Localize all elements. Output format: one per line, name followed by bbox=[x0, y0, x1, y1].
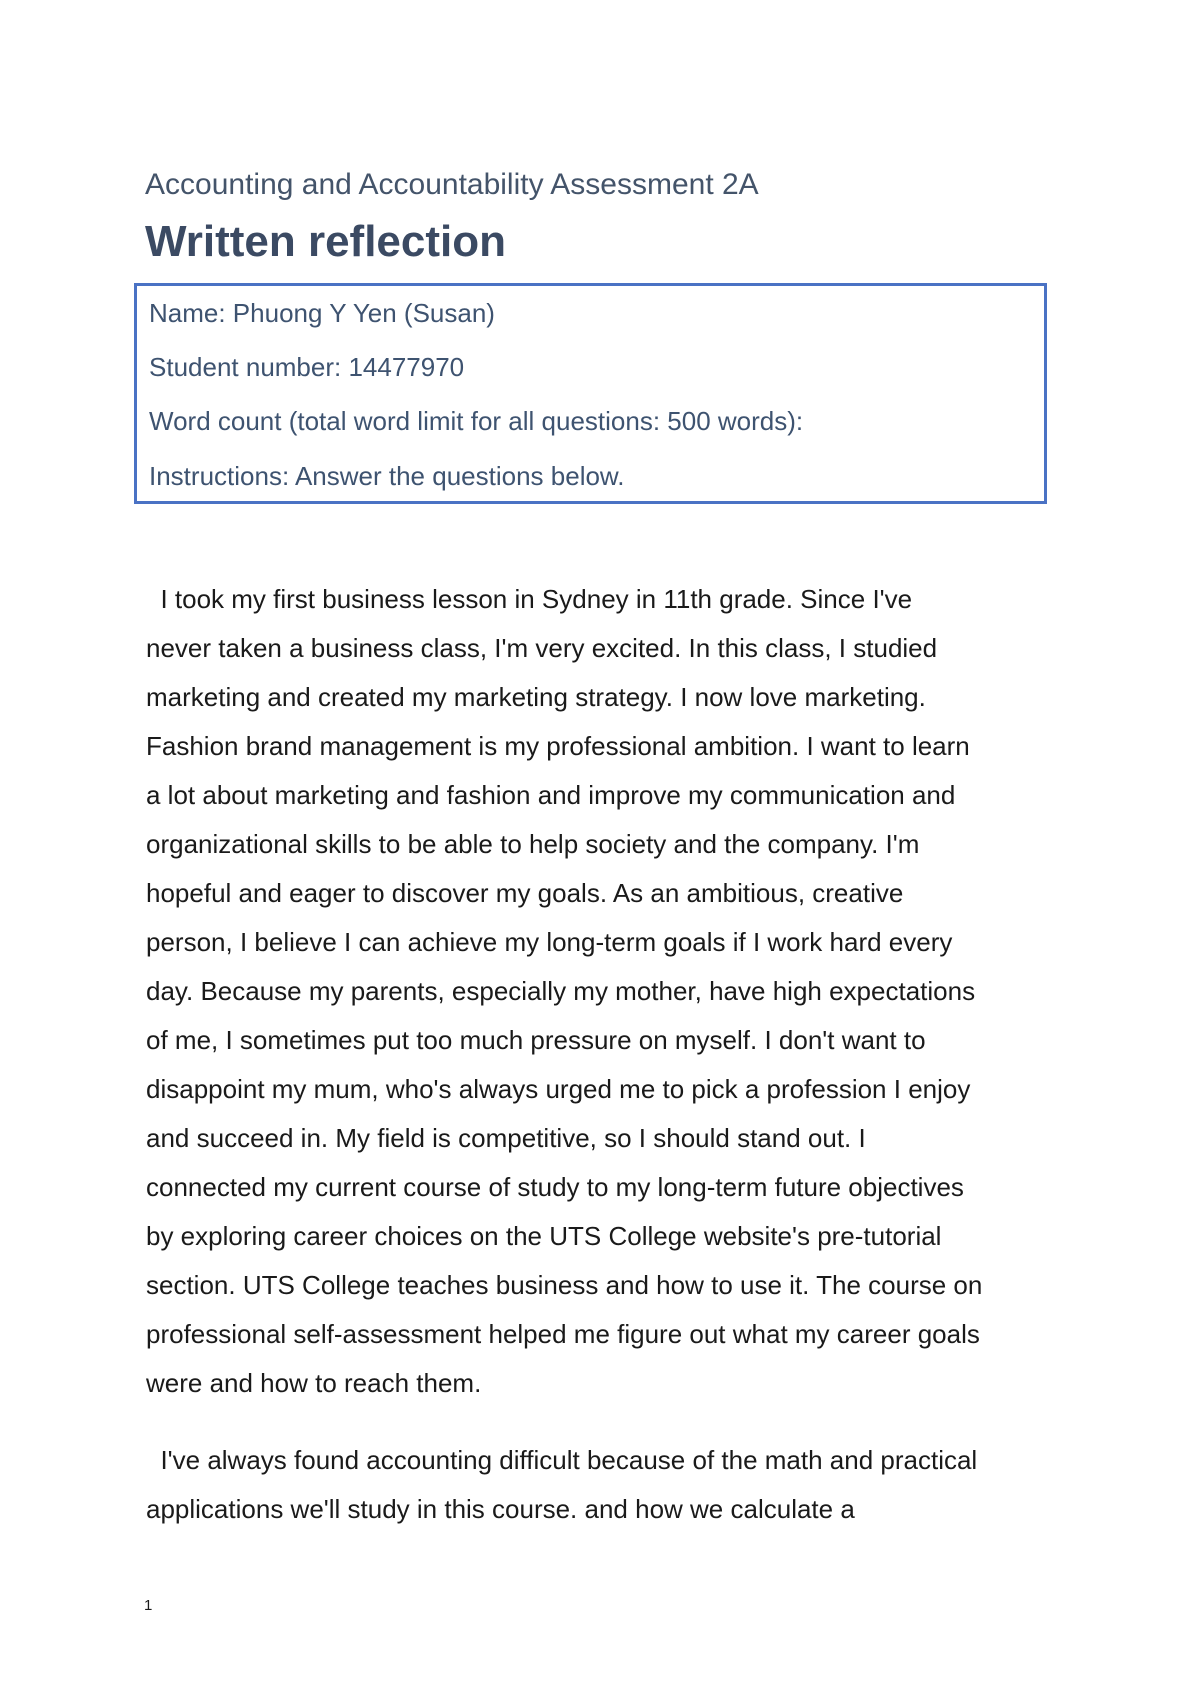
word-count: Word count (total word limit for all questions: 500 words): bbox=[149, 406, 804, 436]
paragraph-line: day. Because my parents, especially my mother, have high expectations bbox=[146, 976, 976, 1006]
paragraph-line: were and how to reach them. bbox=[146, 1368, 482, 1398]
paragraph-line: and succeed in. My field is competitive, so I should stand out. I bbox=[146, 1123, 866, 1153]
paragraph-line: disappoint my mum, who's always urged me to pick a profession I enjoy bbox=[146, 1074, 971, 1104]
student-number: Student number: 14477970 bbox=[149, 352, 465, 382]
paragraph-line: I've always found accounting difficult because of the math and practical bbox=[146, 1445, 978, 1475]
paragraph-line: section. UTS College teaches business and how to use it. The course on bbox=[146, 1270, 983, 1300]
paragraph-line: Fashion brand management is my professional ambition. I want to learn bbox=[146, 731, 970, 761]
document-title: Written reflection bbox=[145, 217, 507, 266]
reflection-paragraph-2 bbox=[146, 1436, 1066, 1534]
paragraph-line: organizational skills to be able to help society and the company. I'm bbox=[146, 829, 920, 859]
paragraph-line: I took my first business lesson in Sydney in 11th grade. Since I've bbox=[146, 584, 913, 614]
paragraph-line: applications we'll study in this course. and how we calculate a bbox=[146, 1494, 855, 1524]
student-info-box bbox=[134, 283, 1047, 504]
paragraph-line: person, I believe I can achieve my long-term goals if I work hard every bbox=[146, 927, 953, 957]
reflection-paragraph-1 bbox=[146, 575, 1066, 1408]
paragraph-line: of me, I sometimes put too much pressure on myself. I don't want to bbox=[146, 1025, 926, 1055]
student-name: Name: Phuong Y Yen (Susan) bbox=[149, 298, 495, 328]
paragraph-line: hopeful and eager to discover my goals. As an ambitious, creative bbox=[146, 878, 904, 908]
paragraph-line: connected my current course of study to my long-term future objectives bbox=[146, 1172, 964, 1202]
document-subtitle: Accounting and Accountability Assessment 2A bbox=[145, 168, 759, 201]
paragraph-line: a lot about marketing and fashion and improve my communication and bbox=[146, 780, 956, 810]
paragraph-line: marketing and created my marketing strategy. I now love marketing. bbox=[146, 682, 926, 712]
page-number: 1 bbox=[144, 1597, 153, 1614]
instructions: Instructions: Answer the questions below. bbox=[149, 461, 625, 491]
paragraph-line: never taken a business class, I'm very excited. In this class, I studied bbox=[146, 633, 938, 663]
paragraph-line: by exploring career choices on the UTS College website's pre-tutorial bbox=[146, 1221, 942, 1251]
paragraph-line: professional self-assessment helped me figure out what my career goals bbox=[146, 1319, 980, 1349]
